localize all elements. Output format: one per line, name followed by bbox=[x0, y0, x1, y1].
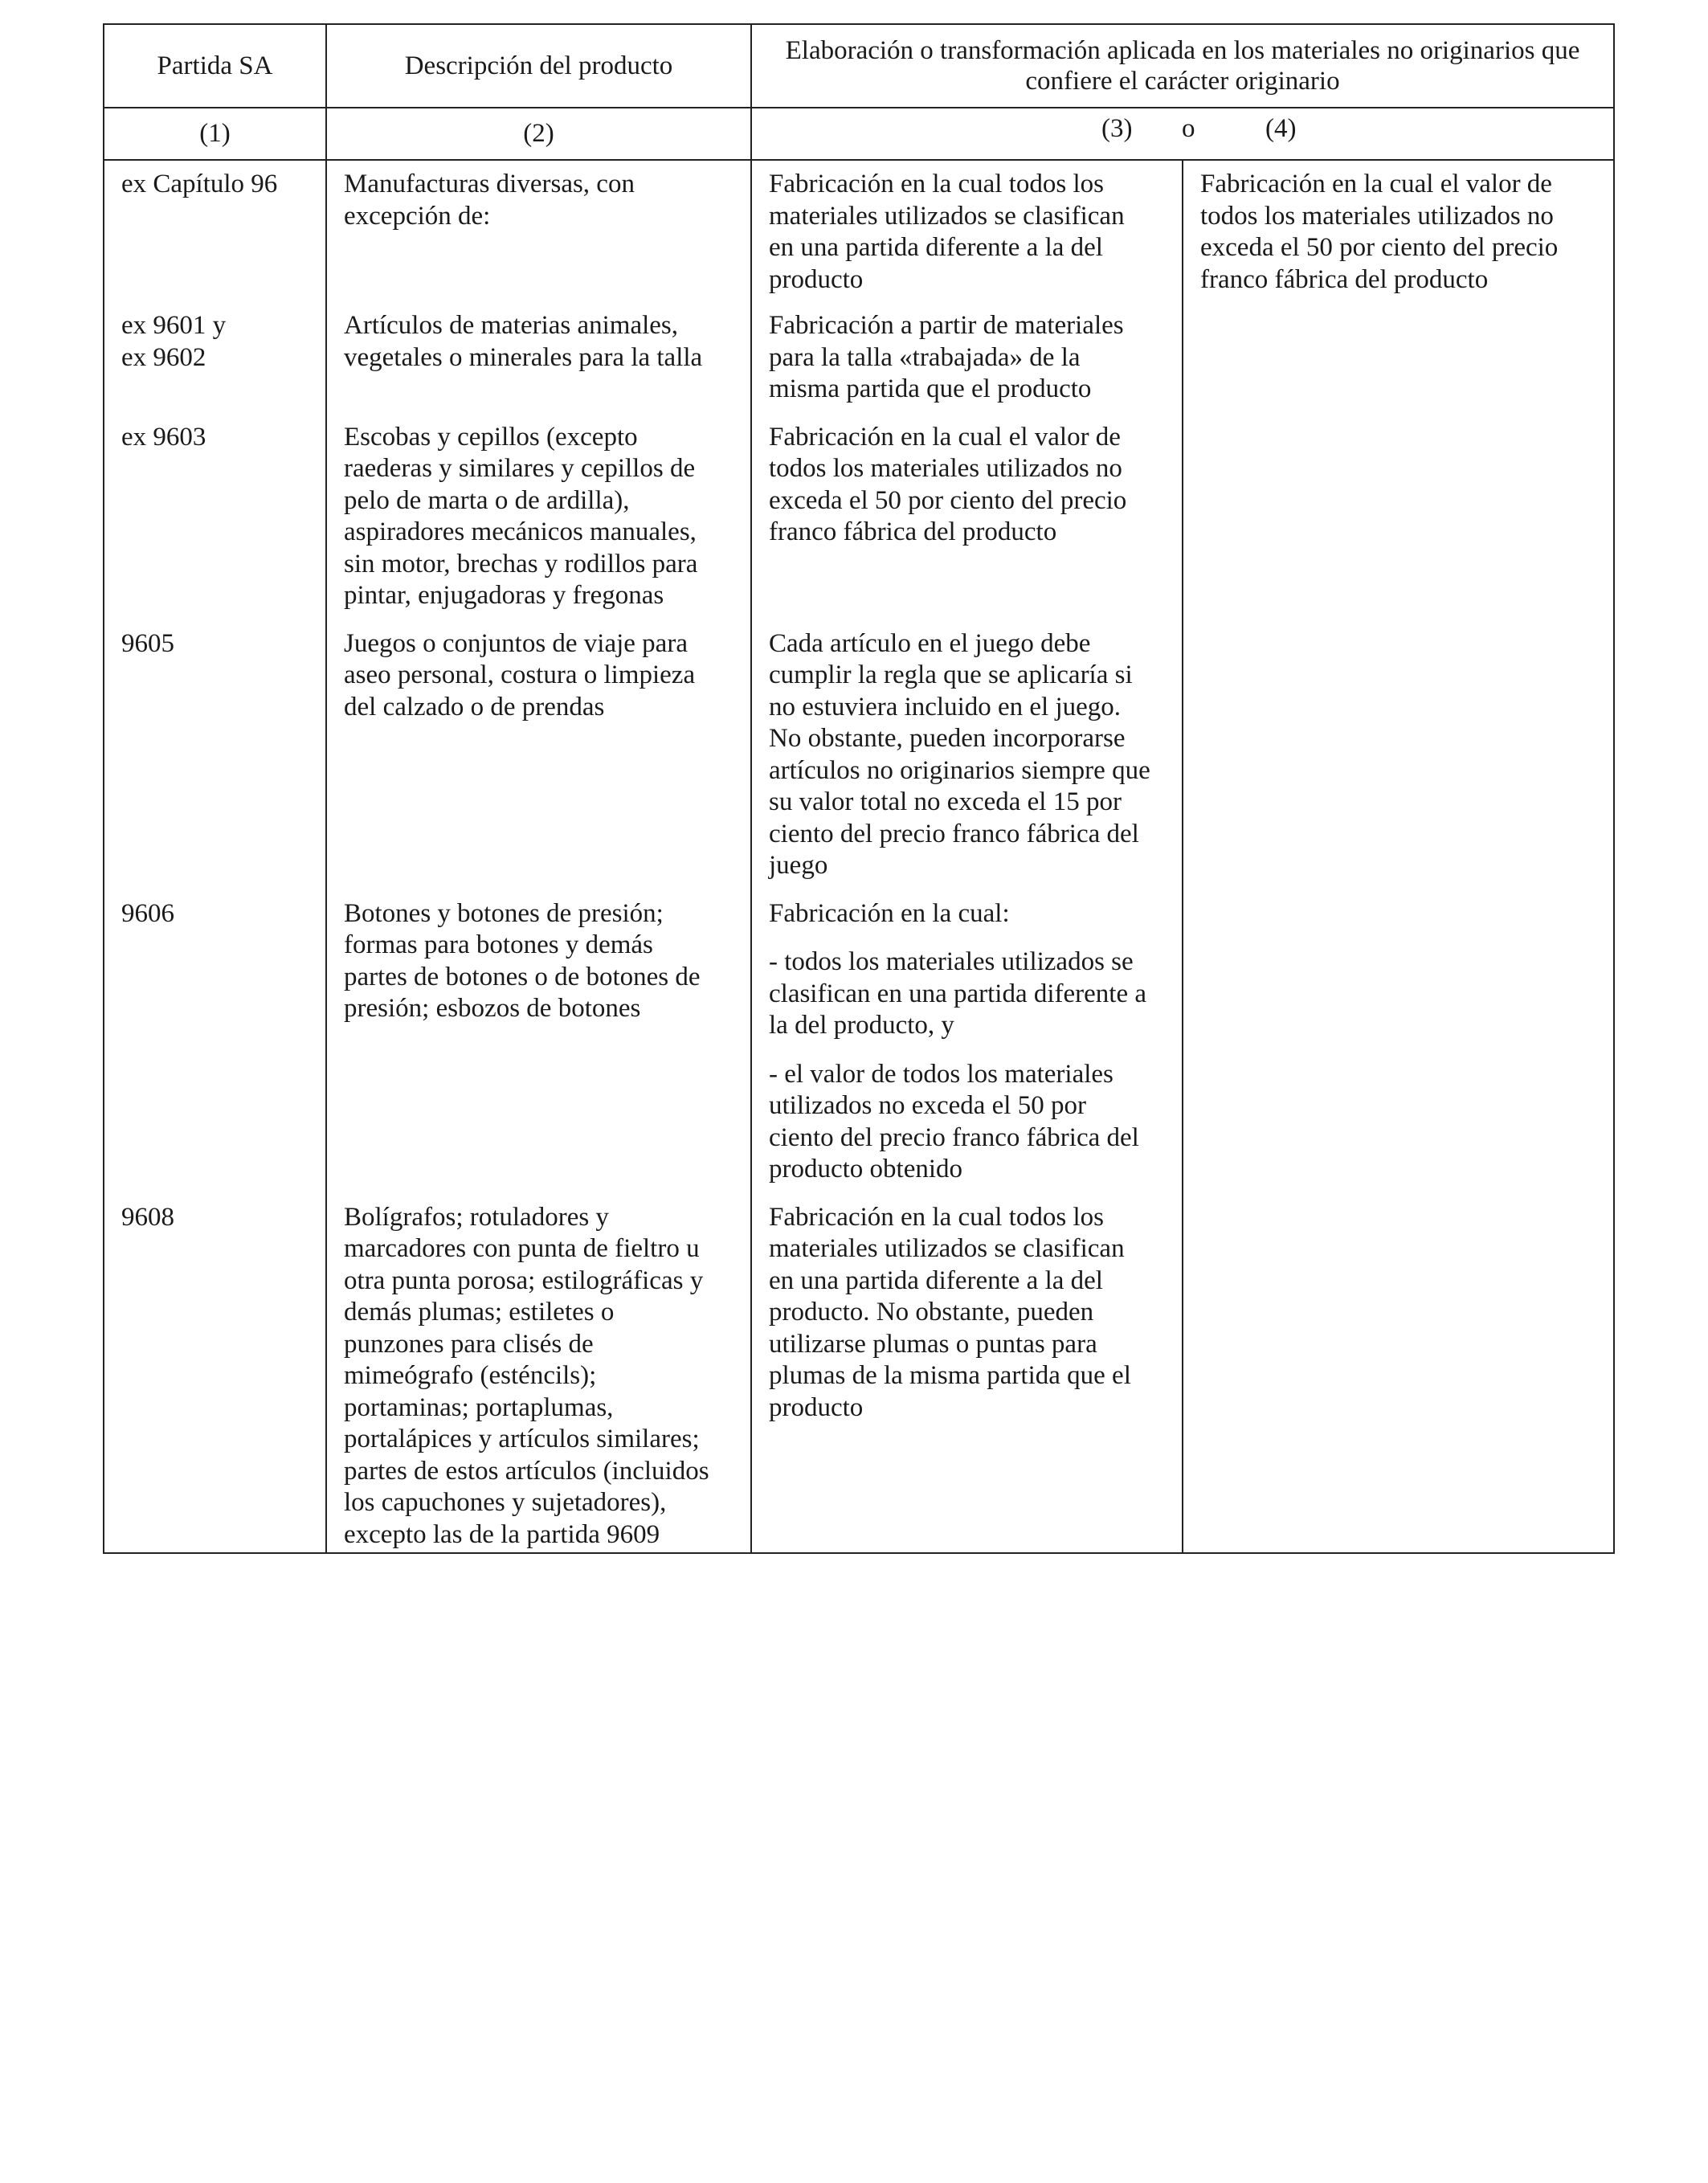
row-rule-col4: Fabricación en la cual el valor de todos los materiales utilizados no exceda el 50 por ciento del precio franco fábrica del producto bbox=[1200, 170, 1559, 294]
row-description: Botones y botones de presión; formas para botones y demás partes de botones o de botones de presión; esbozos de botones bbox=[344, 898, 701, 1023]
column-number-1: (1) bbox=[104, 108, 326, 160]
row-code: ex 9601 y ex 9602 bbox=[121, 311, 227, 372]
row-rule-col3-condition-b: - el valor de todos los materiales utilizados no exceda el 50 por ciento del precio franco fábrica del producto obtenido bbox=[769, 1059, 1139, 1183]
header-elaboracion: Elaboración o transformación aplicada en los materiales no originarios que confiere el carácter originario bbox=[751, 24, 1614, 108]
row-rule-col3-condition-a: - todos los materiales utilizados se clasifican en una partida diferente a la del producto, y bbox=[769, 947, 1146, 1040]
row-description: Escobas y cepillos (excepto raederas y similares y cepillos de pelo de marta o de ardilla), aspiradores mecánicos manuales, sin motor, brechas y rodillos para pintar, enjugadoras y fregonas bbox=[344, 422, 698, 610]
row-code: 9608 bbox=[121, 1202, 174, 1232]
row-rule-col3: Fabricación en la cual el valor de todos los materiales utilizados no exceda el 50 por ciento del precio franco fábrica del producto bbox=[769, 422, 1127, 546]
column-number-row bbox=[104, 108, 1614, 160]
row-code: 9605 bbox=[121, 628, 174, 658]
row-rule-col3: Fabricación a partir de materiales para la talla «trabajada» de la misma partida que el producto bbox=[769, 311, 1124, 403]
row-rule-col3: Fabricación en la cual todos los materiales utilizados se clasifican en una partida diferente a la del producto. No obstante, pueden utilizarse plumas o puntas para plumas de la misma partida que el producto bbox=[769, 1202, 1131, 1422]
column-number-2: (2) bbox=[326, 108, 751, 160]
column-number-4: (4) bbox=[1265, 114, 1297, 144]
column-number-3-4 bbox=[751, 108, 1614, 160]
row-description: Juegos o conjuntos de viaje para aseo personal, costura o limpieza del calzado o de prendas bbox=[344, 628, 696, 722]
row-code: ex 9603 bbox=[121, 422, 206, 452]
row-rule-col3: Cada artículo en el juego debe cumplir la regla que se aplicaría si no estuviera incluido en el juego. No obstante, pueden incorporarse artículos no originarios siempre que su valor total no exceda el 15 por ciento del precio franco fábrica del juego bbox=[769, 628, 1150, 880]
table-row bbox=[104, 160, 1614, 309]
table-header-row bbox=[104, 24, 1614, 108]
header-partida-sa: Partida SA bbox=[104, 24, 326, 108]
column-or-label: o bbox=[1182, 114, 1195, 144]
row-rule-col3-intro: Fabricación en la cual: bbox=[769, 898, 1010, 928]
column-number-3: (3) bbox=[1101, 114, 1133, 144]
row-description: Manufacturas diversas, con excepción de: bbox=[344, 170, 635, 231]
row-code: 9606 bbox=[121, 898, 174, 928]
row-rule-col3: Fabricación en la cual todos los materiales utilizados se clasifican en una partida diferente a la del producto bbox=[769, 170, 1125, 294]
origin-rules-table bbox=[103, 23, 1615, 1554]
header-descripcion: Descripción del producto bbox=[326, 24, 751, 108]
row-description: Artículos de materias animales, vegetales o minerales para la talla bbox=[344, 311, 703, 372]
row-description: Bolígrafos; rotuladores y marcadores con punta de fieltro u otra punta porosa; estilográficas y demás plumas; estiletes o punzones para clisés de mimeógrafo (esténcils); portaminas; portaplumas, portalápices y artículos similares; partes de estos artículos (incluidos los capuchones y sujetadores), excepto las de la partida 9609 bbox=[344, 1202, 709, 1549]
column-number-3-4-group bbox=[752, 113, 1613, 145]
row-code: ex Capítulo 96 bbox=[121, 170, 278, 198]
